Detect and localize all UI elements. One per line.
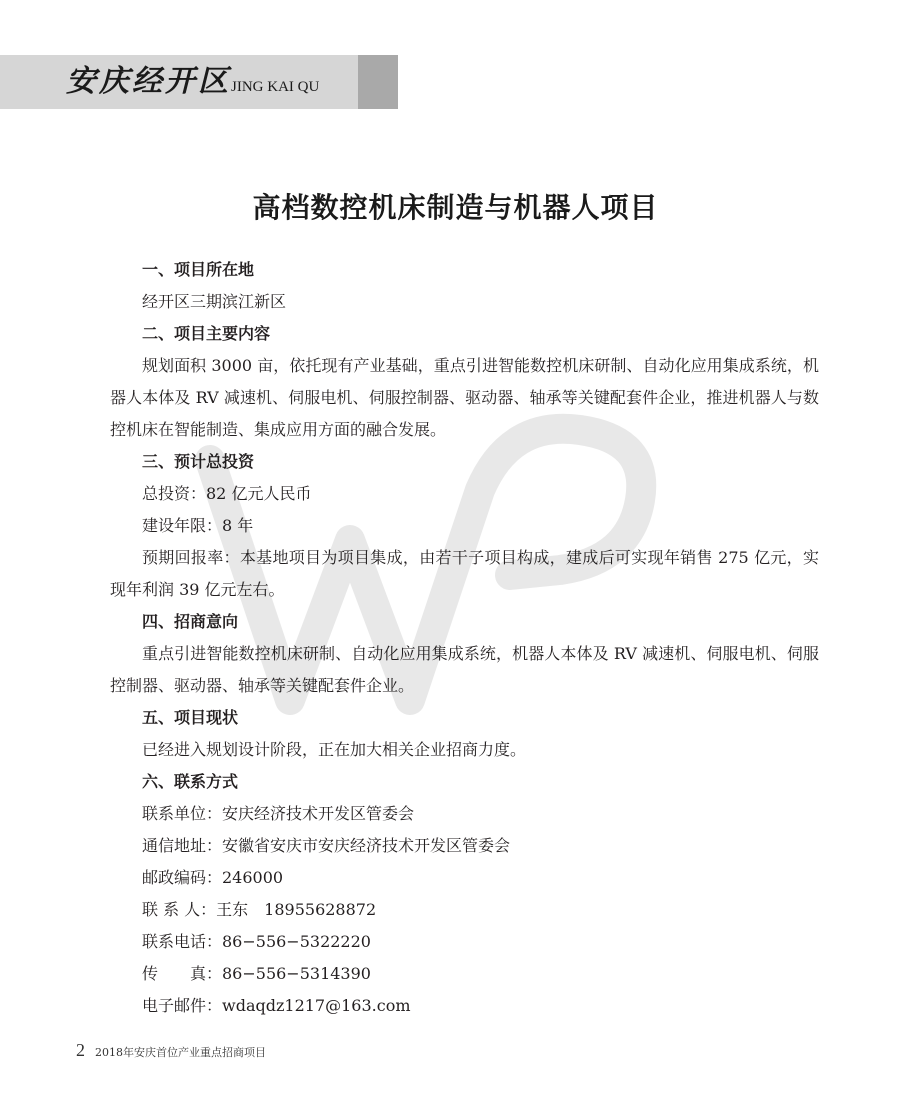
body-paragraph: 通信地址：安徽省安庆市安庆经济技术开发区管委会 [142,836,511,855]
body-paragraph: 联 系 人：王东 18955628872 [142,900,377,919]
section-heading: 二、项目主要内容 [142,324,271,343]
body-paragraph: 经开区三期滨江新区 [142,292,287,311]
header-banner-accent [358,55,398,109]
body-paragraph: 重点引进智能数控机床研制、自动化应用集成系统，机器人本体及 RV 减速机、伺服电机、伺服控制器、驱动器、轴承等关键配套件企业。 [110,644,819,695]
brand-chinese: 安庆经开区 [66,64,231,99]
body-paragraph: 传 真：86−556−5314390 [142,964,371,983]
brand-english: JING KAI QU [231,79,320,95]
section-heading: 四、招商意向 [142,612,239,631]
body-paragraph: 建设年限：8 年 [142,516,254,535]
document-body [110,254,819,1022]
page-title: 高档数控机床制造与机器人项目 [252,191,659,224]
section-heading: 三、预计总投资 [142,452,255,471]
publication-title: 2018年安庆首位产业重点招商项目 [95,1046,266,1059]
body-paragraph: 总投资：82 亿元人民币 [142,484,312,503]
page-number: 2 [76,1040,85,1060]
body-paragraph: 邮政编码：246000 [142,868,284,887]
body-paragraph: 预期回报率：本基地项目为项目集成，由若干子项目构成，建成后可实现年销售 275 亿元，实现年利润 39 亿元左右。 [110,548,819,599]
body-paragraph: 电子邮件：wdaqdz1217@163.com [142,996,411,1015]
body-paragraph: 已经进入规划设计阶段，正在加大相关企业招商力度。 [142,740,527,759]
section-heading: 一、项目所在地 [142,260,255,279]
body-paragraph: 联系电话：86−556−5322220 [142,932,371,951]
body-paragraph: 联系单位：安庆经济技术开发区管委会 [142,804,415,823]
body-paragraph: 规划面积 3000 亩，依托现有产业基础，重点引进智能数控机床研制、自动化应用集成系统，机器人本体及 RV 减速机、伺服电机、伺服控制器、驱动器、轴承等关键配套件企业，推进机器人与数控机床在智能制造、集成应用方面的融合发展。 [110,356,819,439]
page-footer [76,1040,266,1063]
section-heading: 五、项目现状 [142,708,239,727]
section-heading: 六、联系方式 [142,772,239,791]
